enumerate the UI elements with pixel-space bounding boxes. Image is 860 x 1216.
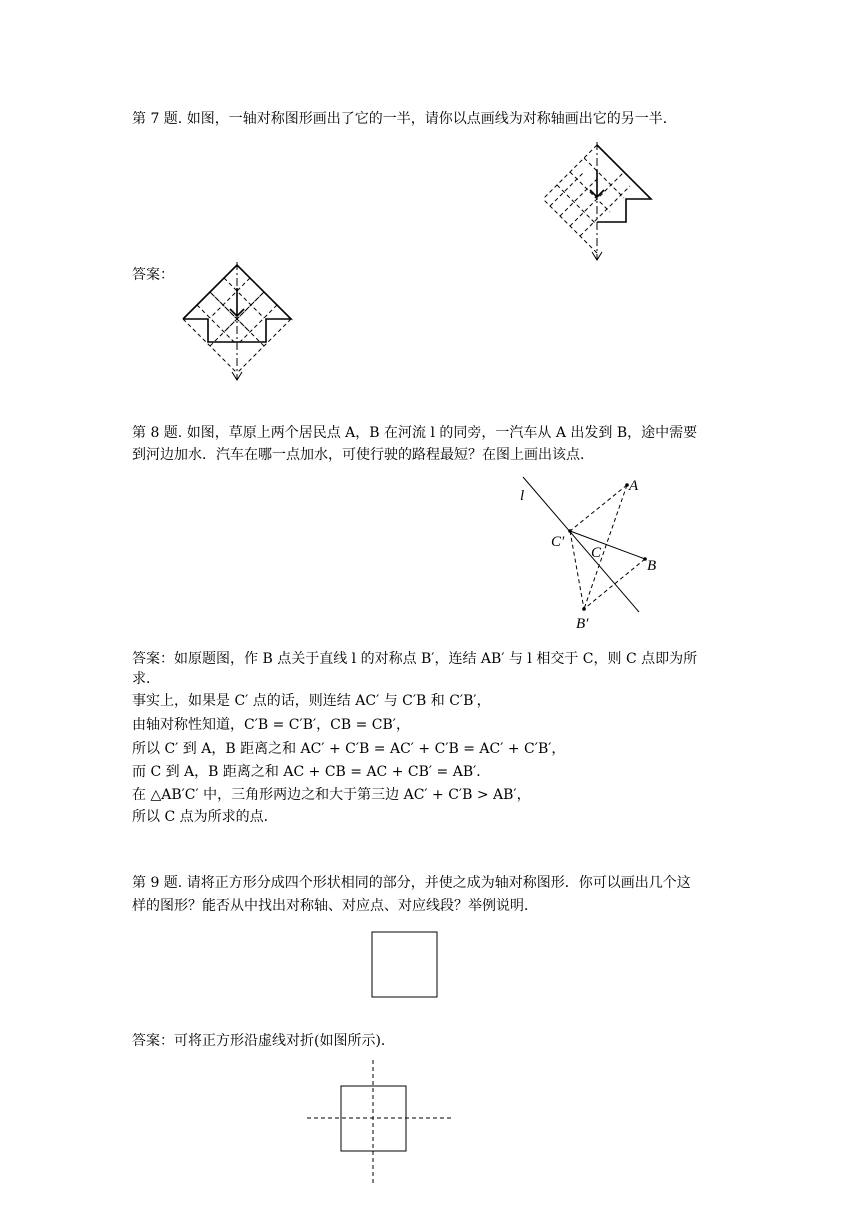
- q8-answer-line-7: 在 △AB′C′ 中，三角形两边之和大于第三边 AC′ + C′B > AB′，: [132, 787, 531, 803]
- q9-question-line-1: 第 9 题. 请将正方形分成四个形状相同的部分，并使之成为轴对称图形．你可以画出几个这: [132, 875, 691, 891]
- q8-answer-line-8: 所以 C 点为所求的点．: [132, 809, 278, 825]
- q8-figure: [510, 472, 690, 637]
- label-C: C: [591, 545, 602, 561]
- label-B: B: [647, 558, 657, 574]
- q7-answer-figure: [180, 260, 295, 385]
- river-line-l: [523, 477, 639, 612]
- q7-figure: [540, 140, 655, 265]
- q9-square-figure: [370, 930, 440, 1000]
- q9-answer-figure: [305, 1058, 455, 1188]
- label-B-prime: B′: [576, 616, 589, 632]
- q7-answer-label: 答案：: [132, 267, 174, 283]
- q8-question-line-1: 第 8 题. 如图，草原上两个居民点 A，B 在河流 l 的同旁，一汽车从 A 出发到 B，途中需要: [132, 425, 698, 441]
- label-C-prime: C′: [551, 534, 565, 550]
- q8-answer-line-3: 事实上，如果是 C′ 点的话，则连结 AC′ 与 C′B 和 C′B′，: [132, 693, 491, 709]
- q8-answer-line-1: 答案：如原题图，作 B 点关于直线 l 的对称点 B′，连结 AB′ 与 l 相交于 C，则 C 点即为所: [132, 651, 698, 667]
- label-l: l: [520, 488, 525, 504]
- q8-question-line-2: 到河边加水．汽车在哪一点加水，可使行驶的路程最短？在图上画出该点．: [132, 447, 594, 463]
- q8-answer-line-2: 求．: [132, 671, 160, 687]
- label-A: A: [629, 478, 639, 494]
- q9-answer: 答案：可将正方形沿虚线对折(如图所示)．: [132, 1033, 395, 1049]
- q8-answer-line-4: 由轴对称性知道，C′B = C′B′，CB = CB′，: [132, 717, 410, 733]
- q8-answer-line-5: 所以 C′ 到 A，B 距离之和 AC′ + C′B = AC′ + C′B = AC′ + C′B′，: [132, 741, 566, 757]
- q9-question-line-2: 样的图形？能否从中找出对称轴、对应点、对应线段？举例说明．: [132, 898, 538, 914]
- q7-question: 第 7 题. 如图，一轴对称图形画出了它的一半，请你以点画线为对称轴画出它的另一半．: [132, 111, 677, 127]
- q8-answer-line-6: 而 C 到 A，B 距离之和 AC + CB = AC + CB′ = AB′．: [132, 764, 491, 780]
